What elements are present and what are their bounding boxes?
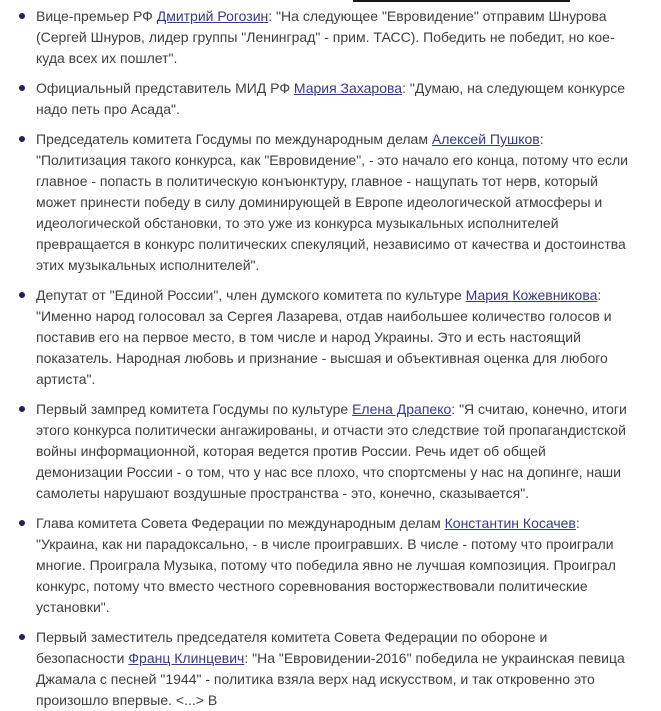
quote-prefix: Официальный представитель МИД РФ [36, 80, 294, 96]
bullet-marker-icon [19, 406, 25, 412]
bullet-marker-icon [19, 136, 25, 142]
quote-list-item [10, 6, 635, 69]
person-link[interactable]: Мария Захарова [293, 80, 403, 96]
person-link[interactable]: Дмитрий Рогозин [156, 8, 269, 24]
quote-prefix: Первый зампред комитета Госдумы по культуре [36, 401, 353, 417]
bullet-marker-icon [19, 634, 25, 640]
quote-prefix: Вице-премьер РФ [36, 8, 157, 24]
person-link[interactable]: Константин Косачев [444, 515, 576, 531]
top-divider [353, 0, 570, 2]
quote-text: : "Думаю, на следующем конкурсе надо петь про Асада". [36, 80, 626, 117]
bullet-marker-icon [19, 520, 25, 526]
quote-text: : "Политизация такого конкурса, как "Евровидение", - это начало его конца, потому что если главное - попасть в политическую конъюнктуру, главное - нащупать тот нерв, который может принести победу в силу доминирующей в Европе идеологической атмосферы и идеологической обстановки, то это уже из конкурса музыкальных исполнителей превращается в конкурс политических спекуляций, независимо от качества и достоинства этих музыкальных исполнителей". [36, 131, 628, 273]
quote-text: : "Украина, как ни парадоксально, - в числе проигравших. В числе - потому что проиграли многие. Проиграла Музыка, потому что победила явно не лучшая композиция. Проиграл конкурс, потому что вместо честного соревнования восторжествовали политические установки". [36, 515, 616, 615]
quote-prefix: Первый заместитель председателя комитета Совета Федерации по обороне и безопасности [36, 629, 548, 666]
bullet-marker-icon [19, 13, 25, 19]
quote-list-item [10, 129, 635, 276]
person-link[interactable]: Мария Кожевникова [465, 287, 598, 303]
quote-text: : "На следующее "Евровидение" отправим Шнурова (Сергей Шнуров, лидер группы "Ленинград" - прим. ТАСС). Победить не победит, но кое-куда всех их пошлет". [36, 8, 615, 66]
person-link[interactable]: Алексей Пушков [431, 131, 540, 147]
quote-prefix: Председатель комитета Госдумы по международным делам [36, 131, 432, 147]
bullet-marker-icon [19, 85, 25, 91]
person-link[interactable]: Елена Драпеко [352, 401, 452, 417]
quote-text: : "Именно народ голосовал за Сергея Лазарева, отдав наибольшее количество голосов и поставив его на первое место, в том числе и народ Украины. Это и есть настоящий показатель. Народная любовь и признание - высшая и объективная оценка для любого артиста". [36, 287, 612, 387]
quote-prefix: Депутат от "Единой России", член думского комитета по культуре [36, 287, 466, 303]
quote-list-item [10, 285, 635, 390]
quote-list-item [10, 513, 635, 618]
person-link[interactable]: Франц Клинцевич [128, 650, 245, 666]
bullet-marker-icon [19, 292, 25, 298]
quote-text: : "Я считаю, конечно, итоги этого конкурса политически ангажированы, и отчасти это следствие той пропагандистской войны информационной, которая ведется против России. Речь идет об общей демонизации России - о том, что у нас все плохо, что спортсмены у нас на допинге, наши самолеты нарушают воздушные пространства - это, конечно, сказывается". [36, 401, 627, 501]
quote-prefix: Глава комитета Совета Федерации по международным делам [36, 515, 445, 531]
quote-list-item [10, 627, 635, 711]
quote-list-item [10, 78, 635, 120]
quote-text: : "На "Евровидении-2016" победила не украинская певица Джамала с песней "1944" - политика взяла верх над искусством, и так откровенно это произошло впервые. <...> В [36, 650, 625, 708]
quote-list-item [10, 399, 635, 504]
